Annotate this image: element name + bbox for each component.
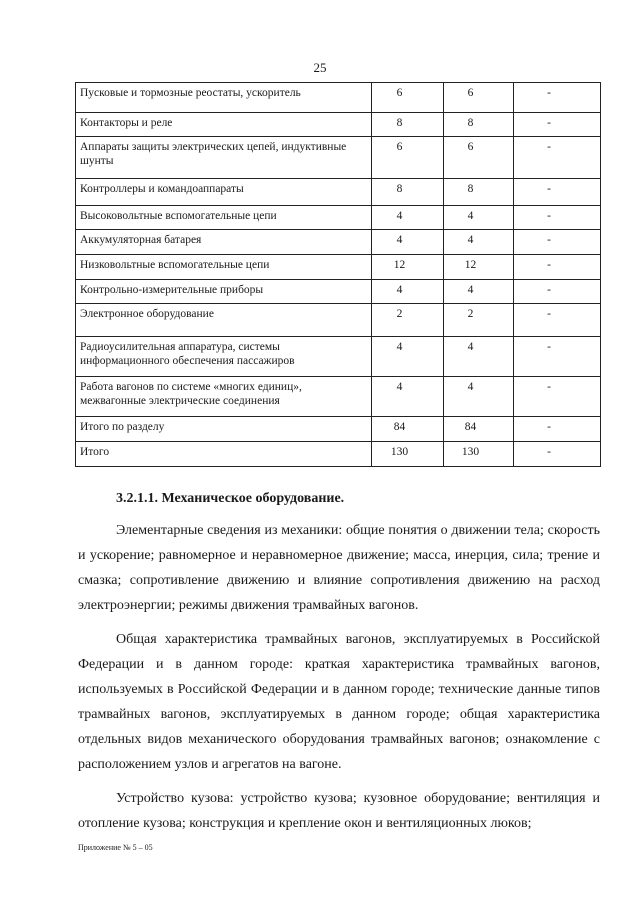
- table-row: [76, 377, 601, 417]
- paragraph-body-structure: Устройство кузова: устройство кузова; кузовное оборудование; вентиляция и отопление кузова; конструкция и крепление окон и вентиляционных люков;: [78, 791, 600, 831]
- row-subject: Контрольно-измерительные приборы: [76, 280, 372, 304]
- page-footer: Приложение № 5 – 05: [78, 843, 153, 852]
- row-subject: Радиоусилительная аппаратура, системы информационного обеспечения пассажиров: [76, 337, 372, 377]
- table-row: [76, 337, 601, 377]
- row-hours-practice: -: [514, 417, 601, 442]
- table-row: [76, 417, 601, 442]
- row-hours-theory: 2: [444, 304, 514, 337]
- row-hours-practice: -: [514, 230, 601, 255]
- row-subject: Высоковольтные вспомогательные цепи: [76, 206, 372, 230]
- row-subject: Итого по разделу: [76, 417, 372, 442]
- row-subject: Электронное оборудование: [76, 304, 372, 337]
- row-hours-total: 4: [372, 280, 444, 304]
- row-hours-practice: -: [514, 280, 601, 304]
- row-hours-total: 4: [372, 206, 444, 230]
- table-row: [76, 179, 601, 206]
- row-hours-theory: 4: [444, 206, 514, 230]
- row-subject: Итого: [76, 442, 372, 467]
- section-heading: 3.2.1.1. Механическое оборудование.: [116, 491, 345, 506]
- row-subject: Контроллеры и командоаппараты: [76, 179, 372, 206]
- row-hours-practice: -: [514, 137, 601, 179]
- table-row: [76, 442, 601, 467]
- row-hours-theory: 4: [444, 230, 514, 255]
- row-hours-theory: 12: [444, 255, 514, 280]
- row-hours-theory: 130: [444, 442, 514, 467]
- table-row: [76, 255, 601, 280]
- row-hours-total: 4: [372, 230, 444, 255]
- hours-table-body: [76, 83, 601, 467]
- section-text: [78, 489, 600, 836]
- table-row: [76, 206, 601, 230]
- row-hours-total: 6: [372, 137, 444, 179]
- table-row: [76, 230, 601, 255]
- row-hours-total: 6: [372, 83, 444, 113]
- row-hours-total: 12: [372, 255, 444, 280]
- row-hours-theory: 8: [444, 179, 514, 206]
- row-hours-theory: 4: [444, 337, 514, 377]
- row-hours-total: 4: [372, 337, 444, 377]
- row-hours-practice: -: [514, 179, 601, 206]
- row-hours-practice: -: [514, 113, 601, 137]
- row-subject: Низковольтные вспомогательные цепи: [76, 255, 372, 280]
- row-hours-theory: 6: [444, 83, 514, 113]
- row-hours-total: 8: [372, 179, 444, 206]
- row-subject: Пусковые и тормозные реостаты, ускоритель: [76, 83, 372, 113]
- row-hours-practice: -: [514, 442, 601, 467]
- row-hours-theory: 8: [444, 113, 514, 137]
- row-hours-total: 8: [372, 113, 444, 137]
- row-hours-practice: -: [514, 206, 601, 230]
- row-hours-theory: 4: [444, 377, 514, 417]
- table-row: [76, 304, 601, 337]
- hours-table: [75, 82, 601, 467]
- row-hours-total: 84: [372, 417, 444, 442]
- row-hours-practice: -: [514, 377, 601, 417]
- row-subject: Контакторы и реле: [76, 113, 372, 137]
- row-hours-practice: -: [514, 337, 601, 377]
- row-hours-practice: -: [514, 304, 601, 337]
- row-hours-total: 2: [372, 304, 444, 337]
- row-subject: Аккумуляторная батарея: [76, 230, 372, 255]
- row-hours-theory: 4: [444, 280, 514, 304]
- row-hours-practice: -: [514, 83, 601, 113]
- page-number: 25: [313, 60, 327, 75]
- paragraph-tram-overview: Общая характеристика трамвайных вагонов, эксплуатируемых в Российской Федерации и в данном городе: краткая характеристика трамвайных вагонов, используемых в Российской Федерации и в данном городе; технические данные типов трамвайных вагонов, эксплуатируемых в данном городе; общая характеристика отдельных видов механического оборудования трамвайных вагонов; ознакомление с расположением узлов и агрегатов на вагоне.: [78, 632, 600, 772]
- table-row: [76, 83, 601, 113]
- row-subject: Аппараты защиты электрических цепей, индуктивные шунты: [76, 137, 372, 179]
- row-hours-total: 130: [372, 442, 444, 467]
- row-hours-theory: 6: [444, 137, 514, 179]
- table-row: [76, 280, 601, 304]
- paragraph-mechanics-basics: Элементарные сведения из механики: общие понятия о движении тела; скорость и ускорение; равномерное и неравномерное движение; масса, инерция, сила; трение и смазка; сопротивление движению и влияние сопротивления движению на расход электроэнергии; режимы движения трамвайных вагонов.: [78, 523, 600, 613]
- table-row: [76, 113, 601, 137]
- row-hours-practice: -: [514, 255, 601, 280]
- table-row: [76, 137, 601, 179]
- row-hours-total: 4: [372, 377, 444, 417]
- row-subject: Работа вагонов по системе «многих единиц», межвагонные электрические соединения: [76, 377, 372, 417]
- row-hours-theory: 84: [444, 417, 514, 442]
